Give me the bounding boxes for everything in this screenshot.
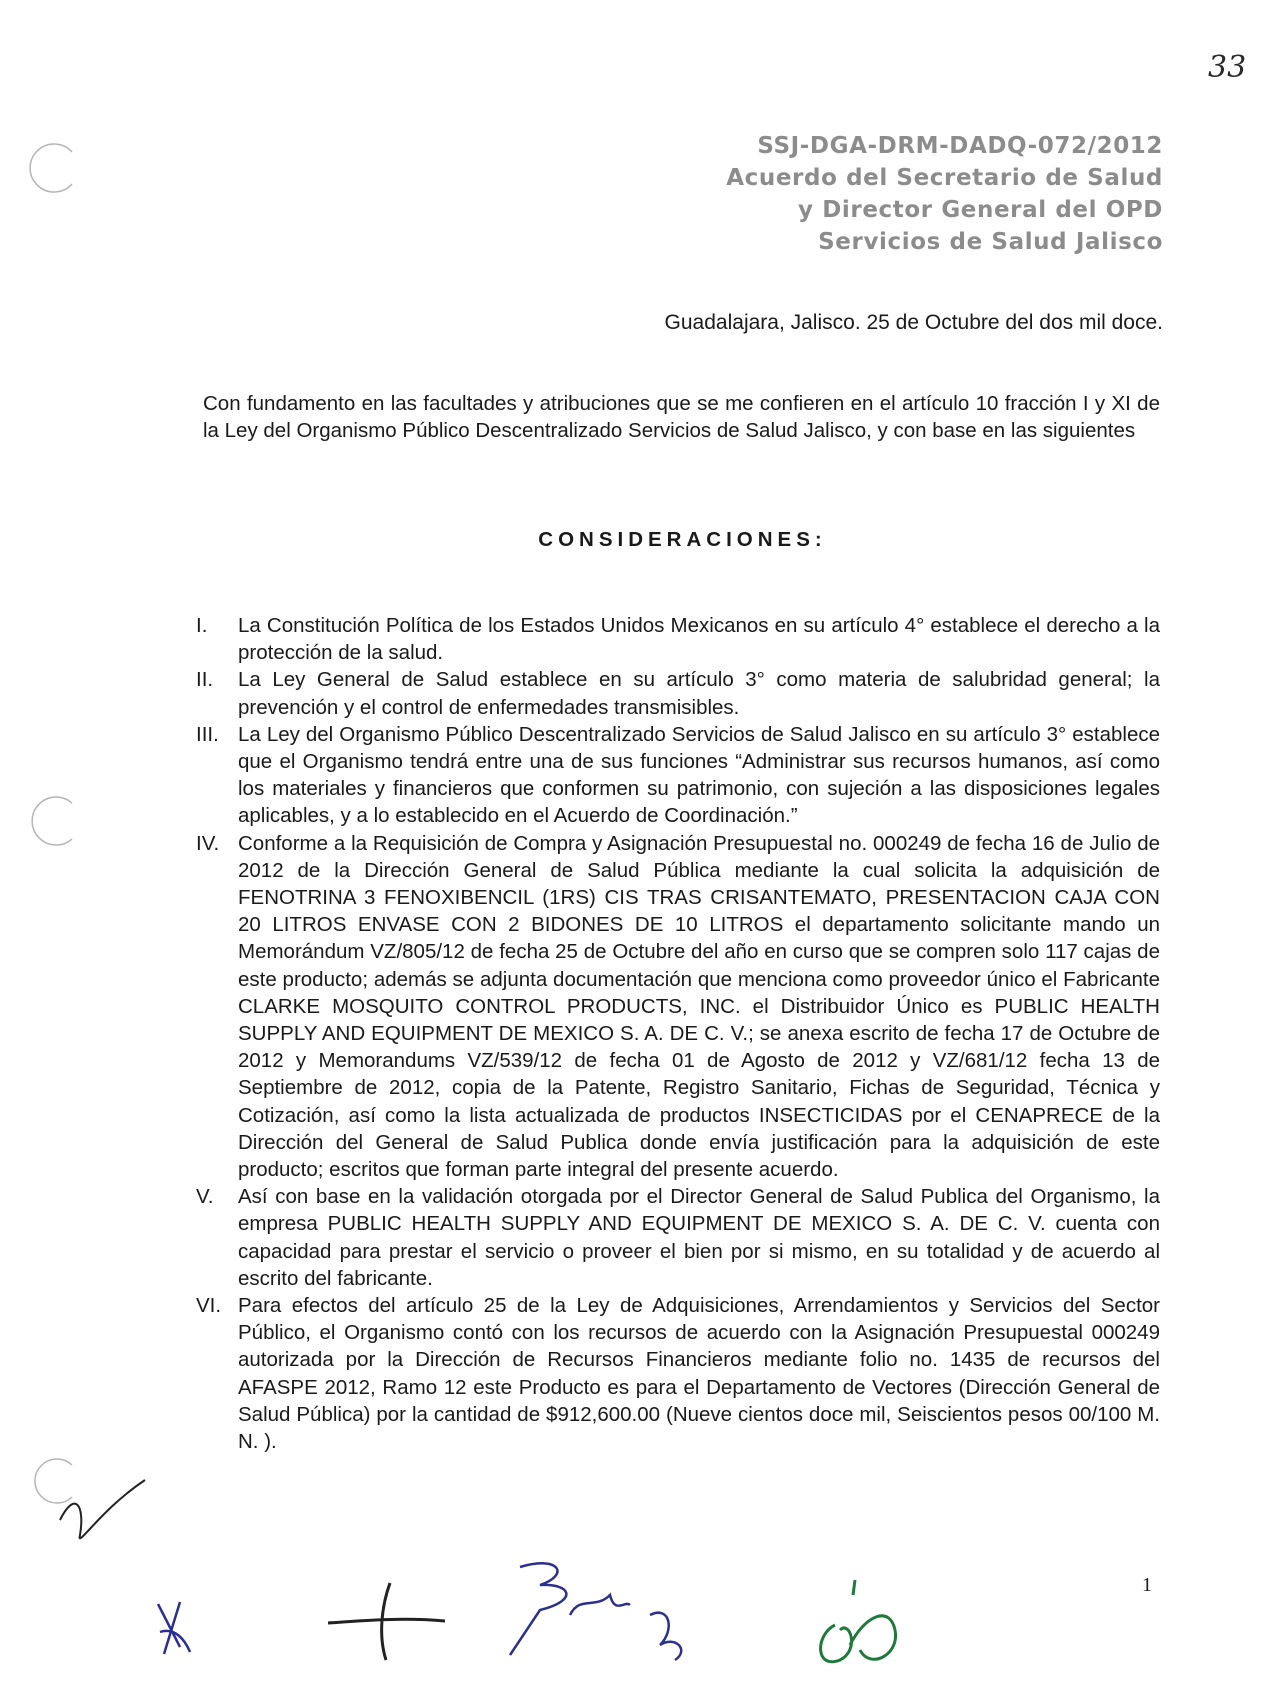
item-text: La Ley General de Salud establece en su artículo 3° como materia de salubridad general; la prevención y el control de enfermedades transmisibles. bbox=[238, 668, 1160, 719]
list-item bbox=[196, 612, 1160, 666]
item-number: I. bbox=[196, 614, 208, 637]
header-line-3: y Director General del OPD bbox=[798, 197, 1163, 223]
initials-black-cross bbox=[320, 1575, 450, 1665]
header-line-2: Acuerdo del Secretario de Salud bbox=[726, 165, 1163, 191]
header-reference: SSJ-DGA-DRM-DADQ-072/2012 bbox=[757, 133, 1163, 159]
handwritten-folio: 33 bbox=[1208, 50, 1247, 85]
list-item bbox=[196, 666, 1160, 720]
initials-blue-1 bbox=[150, 1592, 210, 1662]
list-item bbox=[196, 721, 1160, 830]
item-number: V. bbox=[196, 1185, 214, 1209]
list-item bbox=[196, 830, 1160, 1184]
initials-green bbox=[795, 1575, 915, 1675]
page-number: 1 bbox=[1142, 1574, 1152, 1596]
item-number: II. bbox=[196, 668, 214, 692]
header-line-4: Servicios de Salud Jalisco bbox=[818, 229, 1163, 255]
item-text: La Ley del Organismo Público Descentralizado Servicios de Salud Jalisco en su artículo 3° establece que el Organismo tendrá entre una de sus funciones “Administrar sus recursos humanos, así como los materiales y financieros que conformen su patrimonio, con sujeción a las disposiciones legales aplicables, y a lo establecido en el Acuerdo de Coordinación.” bbox=[238, 722, 1160, 828]
item-number: VI. bbox=[196, 1294, 222, 1318]
list-item bbox=[196, 1292, 1160, 1455]
item-number: III. bbox=[196, 722, 219, 746]
item-text: Conforme a la Requisición de Compra y Asignación Presupuestal no. 000249 de fecha 16 de Julio de 2012 de la Dirección General de Salud Pública mediante la cual solicita la adquisición de FENOTRINA 3 FENOXIBENCIL (1RS) CIS TRAS CRISANTEMATO, PRESENTACION CAJA CON 20 LITROS ENVASE CON 2 BIDONES DE 10 LITROS el departamento solicitante mando un Memorándum VZ/805/12 de fecha 25 de Octubre del año en curso que se compren solo 117 cajas de este producto; además se adjunta documentación que menciona como proveedor único el Fabricante CLARKE MOSQUITO CONTROL PRODUCTS, INC. el Distribuidor Único es PUBLIC HEALTH SUPPLY AND EQUIPMENT DE MEXICO S. A. DE C. V.; se anexa escrito de fecha 17 de Octubre de 2012 y Memorandums VZ/539/12 de fecha 01 de Agosto de 2012 y VZ/681/12 fecha 13 de Septiembre de 2012, copia de la Patente, Registro Sanitario, Fichas de Seguridad, Técnica y Cotización, así como la lista actualizada de productos INSECTICIDAS por el CENAPRECE de la Dirección del General de Salud Publica donde envía justificación para la adquisición de este producto; escritos que forman parte integral del presente acuerdo. bbox=[238, 831, 1160, 1182]
item-text: Para efectos del artículo 25 de la Ley de Adquisiciones, Arrendamientos y Servicios del Sector Público, el Organismo contó con los recursos de acuerdo con la Asignación Presupuestal 000249 autorizada por la Dirección de Recursos Financieros mediante folio no. 1435 de recursos del AFASPE 2012, Ramo 12 este Producto es para el Departamento de Vectores (Dirección General de Salud Pública) por la cantidad de $912,600.00 (Nueve cientos doce mil, Seiscientos pesos 00/100 M. N. ). bbox=[238, 1294, 1160, 1454]
item-text: La Constitución Política de los Estados Unidos Mexicanos en su artículo 4° establece el derecho a la protección de la salud. bbox=[238, 614, 1160, 665]
intro-paragraph: Con fundamento en las facultades y atribuciones que se me confieren en el artículo 10 fracción I y XI de la Ley del Organismo Público Descentralizado Servicios de Salud Jalisco, y con base en las siguientes bbox=[203, 392, 1160, 442]
date-line: Guadalajara, Jalisco. 25 de Octubre del dos mil doce. bbox=[664, 311, 1163, 334]
list-item bbox=[196, 1183, 1160, 1292]
item-text: Así con base en la validación otorgada por el Director General de Salud Publica del Organismo, la empresa PUBLIC HEALTH SUPPLY AND EQUIPMENT DE MEXICO S. A. DE C. V. cuenta con capacidad para prestar el servicio o proveer el bien por si mismo, en su totalidad y de acuerdo al escrito del fabricante. bbox=[238, 1185, 1160, 1290]
document-header bbox=[563, 130, 1163, 258]
punch-hole-middle bbox=[28, 793, 84, 849]
punch-hole-top bbox=[28, 140, 84, 196]
initials-blue-2 bbox=[500, 1555, 700, 1665]
item-number: IV. bbox=[196, 831, 220, 855]
section-heading: CONSIDERACIONES: bbox=[538, 528, 827, 551]
considerations-list bbox=[196, 612, 1160, 1455]
margin-signature bbox=[40, 1450, 160, 1560]
